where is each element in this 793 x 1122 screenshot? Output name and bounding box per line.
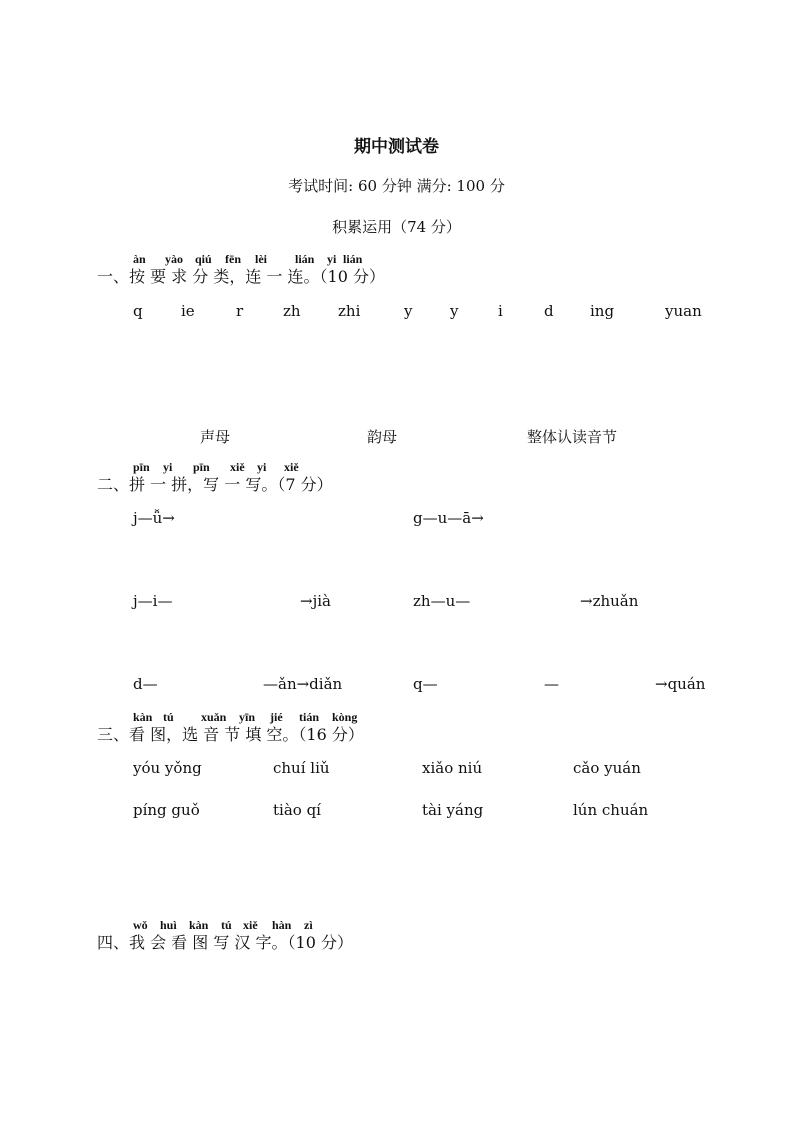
- syllable-option: chuí liǔ: [273, 759, 330, 777]
- q1-item: r: [236, 302, 244, 320]
- q1-item: i: [498, 302, 503, 320]
- pinyin: qiú: [195, 252, 212, 266]
- spelling-item: j—ǚ→: [133, 509, 175, 527]
- pinyin: àn: [133, 252, 146, 266]
- pinyin: xiě: [284, 460, 299, 474]
- pinyin: yi: [257, 460, 267, 474]
- pinyin: pīn: [193, 460, 210, 474]
- pinyin: kàn: [189, 918, 209, 932]
- syllable-option: píng guǒ: [133, 801, 200, 819]
- syllable-option: cǎo yuán: [573, 759, 641, 777]
- page-title: 期中测试卷: [354, 137, 439, 157]
- q2-label: 二、拼 一 拼，写 一 写。（7 分）: [97, 475, 333, 494]
- spelling-item: q—: [413, 675, 438, 693]
- section-heading: 积累运用（74 分）: [332, 218, 461, 236]
- pinyin: lèi: [255, 252, 267, 266]
- spelling-answer: —ǎn→diǎn: [263, 675, 343, 693]
- pinyin: xiě: [230, 460, 245, 474]
- pinyin: yi: [327, 252, 337, 266]
- q1-item: yuan: [665, 302, 702, 320]
- category-label: 声母: [200, 428, 231, 446]
- q1-item: ie: [181, 302, 195, 320]
- q1-item: zh: [283, 302, 301, 320]
- spelling-item: —: [544, 675, 559, 693]
- syllable-option: tiào qí: [273, 801, 321, 819]
- syllable-option: lún chuán: [573, 801, 649, 819]
- q4-label: 四、我 会 看 图 写 汉 字。（10 分）: [97, 933, 353, 952]
- pinyin: tú: [221, 918, 232, 932]
- pinyin: xuǎn: [201, 710, 227, 724]
- pinyin: lián: [343, 252, 363, 266]
- pinyin: fēn: [225, 252, 241, 266]
- q1-item: zhi: [338, 302, 361, 320]
- spelling-answer: →quán: [655, 675, 706, 693]
- spelling-item: d—: [133, 675, 158, 693]
- pinyin: lián: [295, 252, 315, 266]
- pinyin: hàn: [272, 918, 292, 932]
- pinyin: kòng: [332, 710, 358, 724]
- pinyin: pīn: [133, 460, 150, 474]
- pinyin: zì: [304, 918, 313, 932]
- q1-item: y: [404, 302, 413, 320]
- category-label: 韵母: [367, 428, 398, 446]
- pinyin: yi: [163, 460, 173, 474]
- spelling-answer: →zhuǎn: [580, 592, 639, 610]
- pinyin: huì: [160, 918, 177, 932]
- q1-item: ing: [590, 302, 615, 320]
- exam-info: 考试时间: 60 分钟 满分: 100 分: [288, 177, 505, 195]
- q1-item: q: [133, 302, 143, 320]
- syllable-option: xiǎo niú: [422, 759, 483, 777]
- spelling-answer: →jià: [300, 592, 331, 610]
- category-label: 整体认读音节: [527, 428, 618, 446]
- syllable-option: yóu yǒng: [133, 759, 202, 777]
- pinyin: wǒ: [133, 918, 148, 932]
- spelling-item: j—i—: [133, 592, 173, 610]
- pinyin: yīn: [239, 710, 256, 724]
- pinyin: xiě: [243, 918, 258, 932]
- spelling-item: zh—u—: [413, 592, 471, 610]
- pinyin: tú: [163, 710, 174, 724]
- syllable-option: tài yáng: [422, 801, 484, 819]
- pinyin: tián: [299, 710, 320, 724]
- pinyin: kàn: [133, 710, 153, 724]
- q1-item: d: [544, 302, 554, 320]
- spelling-item: g—u—ā→: [413, 509, 484, 527]
- q3-label: 三、看 图，选 音 节 填 空。（16 分）: [97, 725, 364, 744]
- q1-item: y: [450, 302, 459, 320]
- pinyin: yào: [165, 252, 183, 266]
- q1-label: 一、按 要 求 分 类，连 一 连。（10 分）: [97, 267, 385, 286]
- pinyin: jié: [270, 710, 283, 724]
